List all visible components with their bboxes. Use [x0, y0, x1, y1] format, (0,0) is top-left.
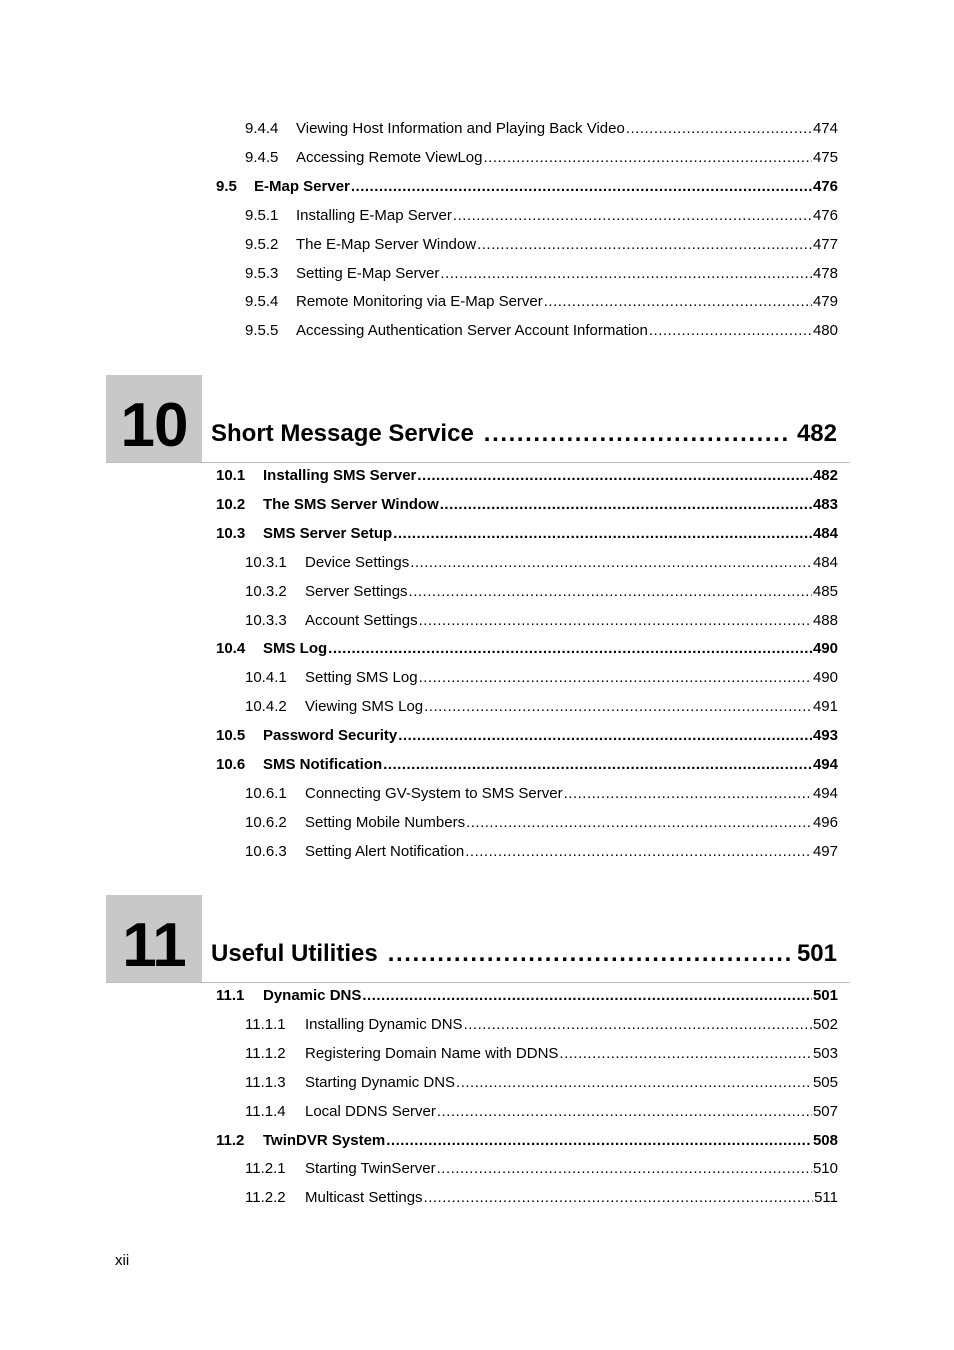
leader-dots [386, 1132, 812, 1150]
leader-dots [419, 669, 812, 687]
leader-dots [544, 293, 812, 311]
leader-dots [383, 756, 812, 774]
toc-entry-title: Accessing Remote ViewLog [296, 148, 483, 166]
leader-dots [649, 322, 812, 340]
toc-entry-title: Setting SMS Log [305, 669, 418, 687]
toc-entry-page: 490 [812, 640, 838, 658]
toc-entry-title: Installing SMS Server [263, 467, 417, 484]
toc-entry[interactable] [245, 1103, 838, 1121]
toc-entry-number: 10.4.2 [245, 698, 287, 716]
toc-entry-title: Account Settings [305, 611, 418, 629]
toc-entry-number: 10.6.3 [245, 842, 287, 860]
chapter-11-page: 501 [796, 940, 837, 967]
toc-entry[interactable] [216, 525, 838, 543]
toc-entry-page: 477 [812, 235, 838, 253]
leader-dots [351, 178, 812, 196]
toc-entry-page: 505 [812, 1073, 838, 1091]
toc-entry[interactable] [245, 785, 838, 803]
chapter-10-number: 10 [120, 391, 188, 460]
toc-entry-page: 501 [812, 987, 838, 1004]
toc-entry-number: 10.5 [216, 727, 246, 745]
toc-entry[interactable] [245, 1160, 838, 1178]
toc-entry[interactable] [245, 583, 838, 601]
toc-entry[interactable] [216, 987, 838, 1005]
leader-dots [388, 940, 791, 968]
toc-entry[interactable] [216, 496, 838, 514]
chapter-10-title-line[interactable] [211, 420, 837, 448]
toc-entry[interactable] [245, 293, 838, 311]
chapter-11-title-line[interactable] [211, 940, 837, 968]
leader-dots [453, 207, 812, 225]
toc-entry-title: Server Settings [305, 582, 408, 600]
chapter-11-number-box [106, 895, 202, 983]
leader-dots [440, 265, 812, 283]
toc-entry-page: 478 [812, 264, 838, 282]
toc-entry[interactable] [245, 814, 838, 832]
toc-entry-page: 476 [812, 177, 838, 195]
leader-dots [424, 1189, 814, 1207]
chapter-10-rule [106, 462, 850, 463]
toc-entry-title: Setting Mobile Numbers [305, 813, 466, 831]
leader-dots [410, 554, 812, 572]
toc-entry[interactable] [245, 1045, 838, 1063]
toc-entry[interactable] [216, 640, 838, 658]
toc-entry-title: Setting Alert Notification [305, 842, 465, 860]
toc-entry-number: 9.5.3 [245, 264, 279, 282]
toc-entry-page: 482 [812, 467, 838, 484]
leader-dots [393, 525, 812, 543]
toc-entry-title: Starting Dynamic DNS [305, 1073, 456, 1091]
toc-entry-number: 10.3 [216, 524, 246, 542]
toc-entry-number: 10.3.1 [245, 553, 287, 571]
toc-entry[interactable] [245, 236, 838, 254]
toc-entry[interactable] [245, 207, 838, 225]
toc-entry[interactable] [245, 669, 838, 687]
toc-entry-number: 11.1.4 [245, 1102, 286, 1120]
leader-dots [564, 785, 812, 803]
toc-entry-page: 475 [812, 148, 838, 166]
toc-entry-number: 9.5.1 [245, 206, 279, 224]
toc-entry-number: 11.1.3 [245, 1073, 286, 1091]
toc-entry[interactable] [245, 1074, 838, 1092]
toc-entry-number: 11.2.1 [245, 1160, 286, 1178]
toc-entry-title: Device Settings [305, 553, 410, 571]
chapter-11-number: 11 [122, 911, 186, 980]
chapter-10-title: Short Message Service [211, 420, 474, 447]
chapter-11-title: Useful Utilities [211, 940, 378, 967]
toc-entry-title: Multicast Settings [305, 1189, 423, 1207]
toc-entry[interactable] [245, 120, 838, 138]
toc-entry-number: 11.2 [216, 1131, 245, 1149]
toc-entry-title: SMS Notification [263, 756, 383, 773]
toc-entry[interactable] [245, 265, 838, 283]
toc-entry-number: 9.4.5 [245, 148, 279, 166]
toc-entry-number: 11.1.2 [245, 1044, 286, 1062]
toc-entry-title: Setting E-Map Server [296, 264, 440, 282]
toc-entry-page: 480 [812, 322, 838, 340]
toc-entry-title: Password Security [263, 727, 398, 745]
toc-entry-number: 10.6.1 [245, 784, 287, 802]
leader-dots [477, 236, 812, 254]
page-number-footer: xii [115, 1252, 130, 1269]
toc-entry-number: 10.1 [216, 467, 246, 484]
toc-entry-title: E-Map Server [254, 177, 350, 195]
toc-entry-title: Dynamic DNS [263, 987, 362, 1004]
toc-entry-number: 10.2 [216, 495, 246, 513]
leader-dots [559, 1045, 812, 1063]
toc-entry-number: 10.3.2 [245, 582, 287, 600]
toc-entry-page: 507 [812, 1102, 838, 1120]
leader-dots [417, 467, 812, 485]
toc-entry-title: Registering Domain Name with DDNS [305, 1044, 559, 1062]
toc-entry-page: 497 [812, 842, 838, 860]
toc-entry-number: 10.4.1 [245, 669, 287, 687]
toc-entry[interactable] [245, 843, 838, 861]
toc-entry[interactable] [216, 178, 838, 196]
toc-entry-title: Viewing Host Information and Playing Back Video [296, 120, 625, 137]
toc-entry[interactable] [216, 756, 838, 774]
leader-dots [398, 727, 812, 745]
toc-entry-title: Remote Monitoring via E-Map Server [296, 293, 543, 311]
toc-entry-title: Starting TwinServer [305, 1160, 436, 1178]
leader-dots [464, 1016, 812, 1034]
toc-entry-page: 510 [812, 1160, 838, 1178]
toc-entry-page: 494 [812, 784, 838, 802]
toc-entry-page: 474 [812, 120, 838, 137]
toc-entry-page: 484 [812, 553, 838, 571]
toc-entry-title: TwinDVR System [263, 1131, 386, 1149]
toc-entry-page: 484 [812, 524, 838, 542]
toc-entry-number: 10.6 [216, 756, 246, 773]
toc-entry[interactable] [245, 1016, 838, 1034]
toc-entry-page: 494 [812, 756, 838, 773]
leader-dots [419, 612, 812, 630]
toc-entry-number: 9.5 [216, 177, 237, 195]
toc-entry-page: 508 [812, 1131, 838, 1149]
toc-entry-number: 10.3.3 [245, 611, 287, 629]
leader-dots [437, 1160, 812, 1178]
leader-dots [328, 640, 812, 658]
chapter-10-number-box [106, 375, 202, 463]
leader-dots [409, 583, 812, 601]
leader-dots [440, 496, 812, 514]
toc-entry[interactable] [216, 467, 838, 485]
toc-entry-page: 502 [812, 1015, 838, 1033]
toc-entry[interactable] [245, 1189, 838, 1207]
toc-entry-page: 496 [812, 813, 838, 831]
leader-dots [437, 1103, 812, 1121]
leader-dots [456, 1074, 812, 1092]
leader-dots [626, 120, 812, 138]
toc-entry-number: 9.4.4 [245, 120, 279, 137]
toc-entry-title: The SMS Server Window [263, 495, 439, 513]
toc-entry-title: Installing Dynamic DNS [305, 1015, 463, 1033]
toc-entry-title: The E-Map Server Window [296, 235, 477, 253]
toc-entry-number: 9.5.4 [245, 293, 279, 311]
toc-entry-number: 11.1 [216, 987, 245, 1004]
toc-entry-page: 485 [812, 582, 838, 600]
leader-dots [424, 698, 812, 716]
toc-entry-page: 503 [812, 1044, 838, 1062]
leader-dots [484, 420, 791, 448]
toc-entry-title: SMS Log [263, 640, 328, 658]
chapter-10-page: 482 [796, 420, 837, 447]
toc-entry[interactable] [245, 149, 838, 167]
toc-entry-title: Connecting GV-System to SMS Server [305, 784, 563, 802]
toc-entry-page: 490 [812, 669, 838, 687]
toc-entry[interactable] [245, 612, 838, 630]
toc-entry[interactable] [245, 698, 838, 716]
toc-entry[interactable] [216, 1132, 838, 1150]
toc-entry-number: 10.4 [216, 640, 246, 658]
toc-entry-page: 511 [814, 1189, 838, 1207]
toc-entry-number: 9.5.5 [245, 322, 279, 340]
toc-entry[interactable] [245, 322, 838, 340]
toc-entry-page: 483 [812, 495, 838, 513]
toc-entry-title: Installing E-Map Server [296, 206, 452, 224]
toc-entry-title: Accessing Authentication Server Account Information [296, 322, 648, 340]
toc-entry-number: 9.5.2 [245, 235, 279, 253]
toc-entry-number: 10.6.2 [245, 813, 287, 831]
leader-dots [484, 149, 812, 167]
leader-dots [362, 987, 812, 1005]
toc-entry-page: 493 [812, 727, 838, 745]
toc-entry-title: SMS Server Setup [263, 524, 393, 542]
leader-dots [466, 814, 812, 832]
toc-entry-number: 11.2.2 [245, 1189, 286, 1207]
toc-entry[interactable] [245, 554, 838, 572]
toc-entry[interactable] [216, 727, 838, 745]
chapter-11-rule [106, 982, 850, 983]
toc-entry-page: 488 [812, 611, 838, 629]
toc-entry-page: 491 [812, 698, 838, 716]
toc-entry-title: Local DDNS Server [305, 1102, 436, 1120]
leader-dots [465, 843, 812, 861]
toc-entry-title: Viewing SMS Log [305, 698, 424, 716]
toc-entry-page: 479 [812, 293, 838, 311]
toc-entry-number: 11.1.1 [245, 1015, 286, 1033]
toc-entry-page: 476 [812, 206, 838, 224]
